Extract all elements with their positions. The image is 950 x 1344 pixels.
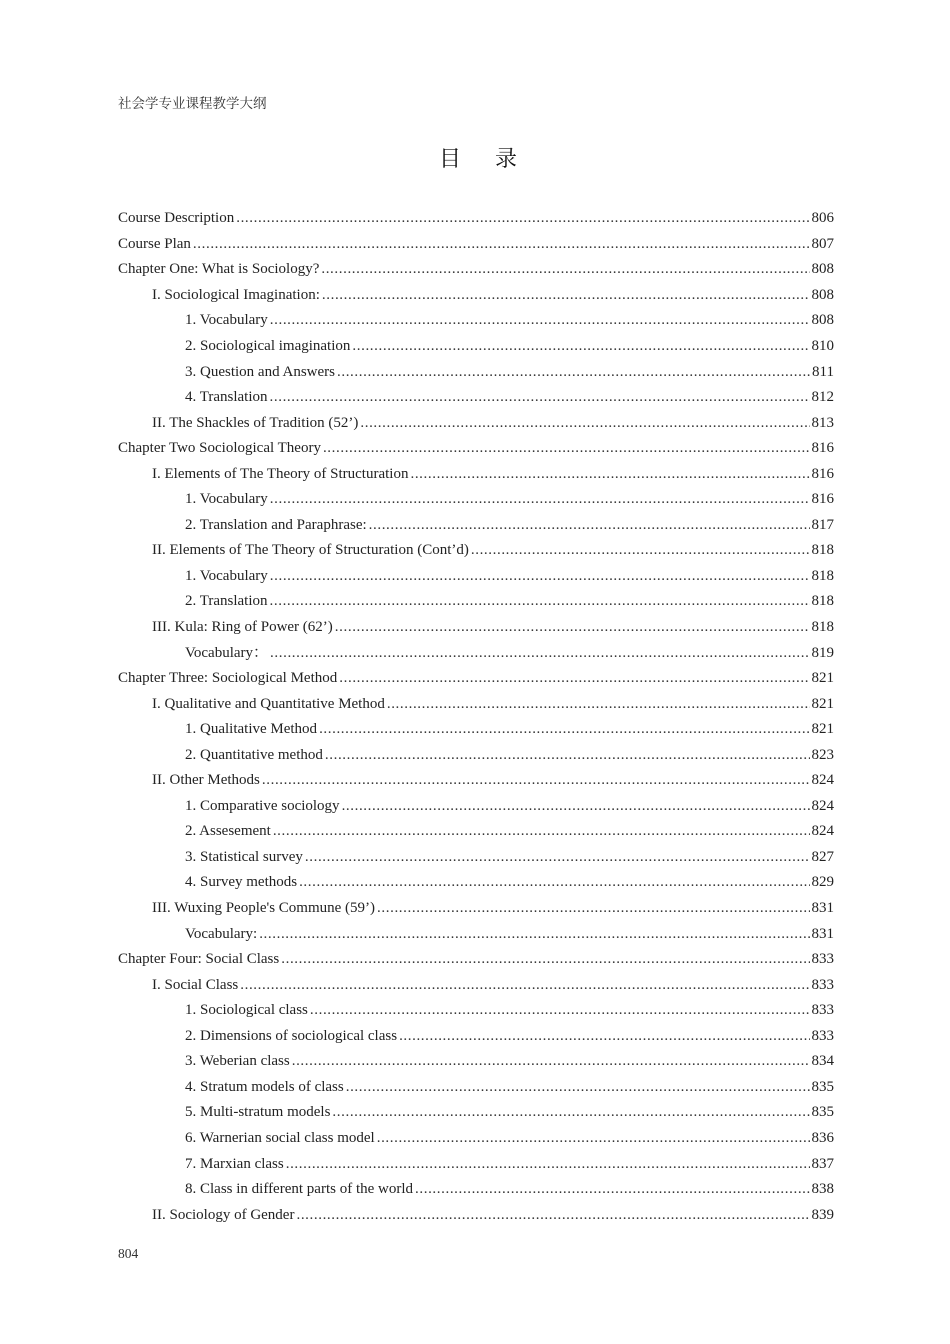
- toc-dot-leader: [296, 1203, 809, 1228]
- toc-dot-leader: [281, 947, 809, 972]
- toc-dot-leader: [193, 232, 810, 257]
- toc-entry[interactable]: [118, 717, 834, 743]
- toc-dot-leader: [387, 692, 810, 717]
- toc-entry[interactable]: [118, 538, 834, 564]
- toc-entry[interactable]: [118, 1100, 834, 1126]
- toc-dot-leader: [273, 819, 810, 844]
- toc-dot-leader: [299, 870, 809, 895]
- toc-dot-leader: [471, 538, 810, 563]
- toc-entry-page: 811: [812, 363, 834, 380]
- toc-entry[interactable]: [118, 410, 834, 436]
- toc-dot-leader: [323, 436, 810, 461]
- toc-entry-label: Vocabulary:: [185, 925, 258, 942]
- toc-entry-label: II. Sociology of Gender: [152, 1206, 295, 1223]
- toc-entry-label: II. Elements of The Theory of Structuration (Cont’d): [152, 542, 469, 559]
- toc-entry-page: 808: [811, 312, 834, 329]
- toc-entry-label: 2. Quantitative method: [185, 746, 323, 763]
- toc-entry[interactable]: [118, 334, 834, 360]
- toc-entry[interactable]: [118, 385, 834, 411]
- toc-entry-label: Chapter Two Sociological Theory: [118, 440, 321, 457]
- toc-dot-leader: [352, 334, 809, 359]
- toc-entry-page: 839: [811, 1206, 834, 1223]
- toc-dot-leader: [270, 589, 810, 614]
- toc-entry[interactable]: [118, 513, 834, 539]
- toc-entry-page: 806: [811, 210, 834, 227]
- toc-dot-leader: [270, 487, 810, 512]
- toc-entry-label: 3. Question and Answers: [185, 363, 335, 380]
- toc-entry[interactable]: [118, 870, 834, 896]
- toc-dot-leader: [322, 283, 810, 308]
- toc-entry-label: 1. Comparative sociology: [185, 797, 340, 814]
- toc-entry[interactable]: [118, 640, 834, 666]
- toc-entry[interactable]: [118, 845, 834, 871]
- toc-entry[interactable]: [118, 998, 834, 1024]
- toc-entry-label: 4. Survey methods: [185, 874, 298, 891]
- toc-entry[interactable]: [118, 283, 834, 309]
- toc-entry[interactable]: [118, 487, 834, 513]
- toc-dot-leader: [335, 615, 810, 640]
- toc-entry-label: I. Qualitative and Quantitative Method: [152, 695, 385, 712]
- toc-entry-page: 816: [811, 465, 834, 482]
- toc-entry[interactable]: [118, 921, 834, 947]
- toc-dot-leader: [415, 1177, 809, 1202]
- toc-entry-label: I. Social Class: [152, 976, 239, 993]
- toc-entry-label: III. Kula: Ring of Power (62’): [152, 619, 333, 636]
- toc-entry-page: 813: [811, 414, 834, 431]
- toc-entry-page: 817: [811, 516, 834, 533]
- toc-entry[interactable]: [118, 972, 834, 998]
- toc-dot-leader: [305, 845, 810, 870]
- toc-entry-label: 2. Translation and Paraphrase:: [185, 516, 367, 533]
- toc-dot-leader: [262, 768, 810, 793]
- toc-entry-label: 2. Assesement: [185, 823, 271, 840]
- toc-entry-page: 838: [811, 1181, 834, 1198]
- toc-entry-page: 835: [811, 1104, 834, 1121]
- toc-entry[interactable]: [118, 359, 834, 385]
- toc-entry[interactable]: [118, 742, 834, 768]
- table-of-contents: [118, 206, 834, 1228]
- toc-dot-leader: [292, 1049, 810, 1074]
- toc-entry-label: 8. Class in different parts of the world: [185, 1181, 414, 1198]
- toc-title: 目录: [438, 146, 551, 171]
- toc-entry-page: 818: [811, 619, 834, 636]
- toc-entry-page: 816: [811, 491, 834, 508]
- toc-entry[interactable]: [118, 461, 834, 487]
- toc-entry-label: 4. Stratum models of class: [185, 1078, 344, 1095]
- toc-entry-label: 6. Warnerian social class model: [185, 1129, 375, 1146]
- toc-entry[interactable]: [118, 615, 834, 641]
- toc-entry-label: 5. Multi-stratum models: [185, 1104, 331, 1121]
- toc-entry[interactable]: [118, 1177, 834, 1203]
- toc-entry-label: 1. Qualitative Method: [185, 721, 318, 738]
- toc-entry[interactable]: [118, 1151, 834, 1177]
- toc-entry[interactable]: [118, 691, 834, 717]
- toc-dot-leader: [286, 1152, 810, 1177]
- toc-dot-leader: [346, 1075, 810, 1100]
- toc-entry[interactable]: [118, 1075, 834, 1101]
- toc-entry-page: 837: [811, 1155, 834, 1172]
- toc-dot-leader: [360, 411, 809, 436]
- toc-entry-label: 2. Translation: [185, 593, 268, 610]
- toc-entry-label: II. The Shackles of Tradition (52’): [152, 414, 359, 431]
- toc-entry[interactable]: [118, 666, 834, 692]
- toc-entry[interactable]: [118, 206, 834, 232]
- toc-entry-page: 836: [811, 1129, 834, 1146]
- toc-dot-leader: [342, 794, 810, 819]
- toc-entry-page: 835: [811, 1078, 834, 1095]
- toc-entry-label: Course Description: [118, 210, 235, 227]
- toc-entry[interactable]: [118, 308, 834, 334]
- toc-entry-page: 833: [811, 1027, 834, 1044]
- toc-entry-label: 3. Statistical survey: [185, 848, 303, 865]
- toc-entry[interactable]: [118, 819, 834, 845]
- toc-entry-page: 808: [811, 261, 834, 278]
- toc-dot-leader: [270, 308, 810, 333]
- toc-entry-label: Chapter One: What is Sociology?: [118, 261, 320, 278]
- toc-entry-page: 819: [811, 644, 834, 661]
- toc-entry-page: 821: [811, 670, 834, 687]
- toc-dot-leader: [410, 462, 809, 487]
- toc-entry[interactable]: [118, 768, 834, 794]
- toc-entry-page: 824: [811, 772, 834, 789]
- toc-entry-page: 818: [811, 593, 834, 610]
- toc-entry[interactable]: [118, 564, 834, 590]
- toc-entry-label: Chapter Four: Social Class: [118, 951, 280, 968]
- toc-entry-label: I. Elements of The Theory of Structuration: [152, 465, 409, 482]
- toc-dot-leader: [337, 360, 810, 385]
- toc-entry-page: 808: [811, 286, 834, 303]
- toc-entry-label: 1. Vocabulary: [185, 491, 268, 508]
- toc-dot-leader: [325, 743, 810, 768]
- toc-entry-page: 807: [811, 235, 834, 252]
- toc-dot-leader: [270, 564, 810, 589]
- toc-dot-leader: [377, 1126, 810, 1151]
- toc-entry-page: 821: [811, 721, 834, 738]
- toc-entry-page: 824: [811, 797, 834, 814]
- toc-entry-label: 1. Vocabulary: [185, 312, 268, 329]
- toc-dot-leader: [310, 998, 810, 1023]
- toc-entry-page: 818: [811, 542, 834, 559]
- toc-entry-page: 833: [811, 951, 834, 968]
- toc-entry-page: 812: [811, 389, 834, 406]
- toc-entry-label: Course Plan: [118, 235, 191, 252]
- toc-entry[interactable]: [118, 1126, 834, 1152]
- toc-entry-label: 1. Sociological class: [185, 1002, 308, 1019]
- toc-entry-label: 7. Marxian class: [185, 1155, 284, 1172]
- page-number: 804: [118, 1246, 139, 1261]
- toc-dot-leader: [339, 666, 809, 691]
- toc-dot-leader: [321, 257, 809, 282]
- toc-dot-leader: [270, 385, 810, 410]
- toc-entry-page: 833: [811, 1002, 834, 1019]
- toc-entry-page: 831: [811, 925, 834, 942]
- toc-entry[interactable]: [118, 1049, 834, 1075]
- toc-entry-page: 824: [811, 823, 834, 840]
- toc-entry-label: 3. Weberian class: [185, 1053, 290, 1070]
- toc-entry-label: 2. Dimensions of sociological class: [185, 1027, 398, 1044]
- toc-entry-page: 827: [811, 848, 834, 865]
- toc-dot-leader: [240, 973, 809, 998]
- toc-dot-leader: [377, 896, 809, 921]
- toc-entry[interactable]: [118, 947, 834, 973]
- toc-entry-label: 1. Vocabulary: [185, 567, 268, 584]
- running-header: 社会学专业课程教学大纲: [118, 96, 267, 111]
- toc-entry[interactable]: [118, 896, 834, 922]
- toc-entry-page: 810: [811, 338, 834, 354]
- toc-dot-leader: [270, 641, 809, 666]
- toc-dot-leader: [259, 922, 809, 947]
- toc-entry-page: 823: [811, 746, 834, 763]
- toc-entry-label: II. Other Methods: [152, 772, 260, 789]
- toc-entry[interactable]: [118, 232, 834, 258]
- toc-dot-leader: [236, 206, 809, 231]
- toc-dot-leader: [399, 1024, 809, 1049]
- toc-entry[interactable]: [118, 436, 834, 462]
- toc-entry-page: 821: [811, 695, 834, 712]
- toc-dot-leader: [332, 1100, 809, 1125]
- toc-entry-page: 829: [811, 874, 834, 891]
- toc-entry-page: 831: [811, 900, 834, 917]
- toc-entry-label: 4. Translation: [185, 389, 268, 406]
- toc-entry-label: III. Wuxing People's Commune (59’): [152, 900, 376, 917]
- toc-entry[interactable]: [118, 589, 834, 615]
- toc-entry-page: 816: [811, 440, 834, 457]
- toc-entry-label: Vocabulary：: [185, 644, 269, 661]
- toc-entry-page: 818: [811, 567, 834, 584]
- toc-entry-label: I. Sociological Imagination:: [152, 286, 320, 303]
- toc-entry-label: Chapter Three: Sociological Method: [118, 670, 338, 687]
- toc-entry[interactable]: [118, 1202, 834, 1228]
- toc-entry-label: 2. Sociological imagination: [185, 338, 351, 354]
- toc-entry-page: 834: [811, 1053, 834, 1070]
- toc-entry[interactable]: [118, 794, 834, 820]
- toc-dot-leader: [319, 717, 809, 742]
- toc-dot-leader: [369, 513, 810, 538]
- toc-entry[interactable]: [118, 257, 834, 283]
- toc-entry[interactable]: [118, 1024, 834, 1050]
- toc-entry-page: 833: [811, 976, 834, 993]
